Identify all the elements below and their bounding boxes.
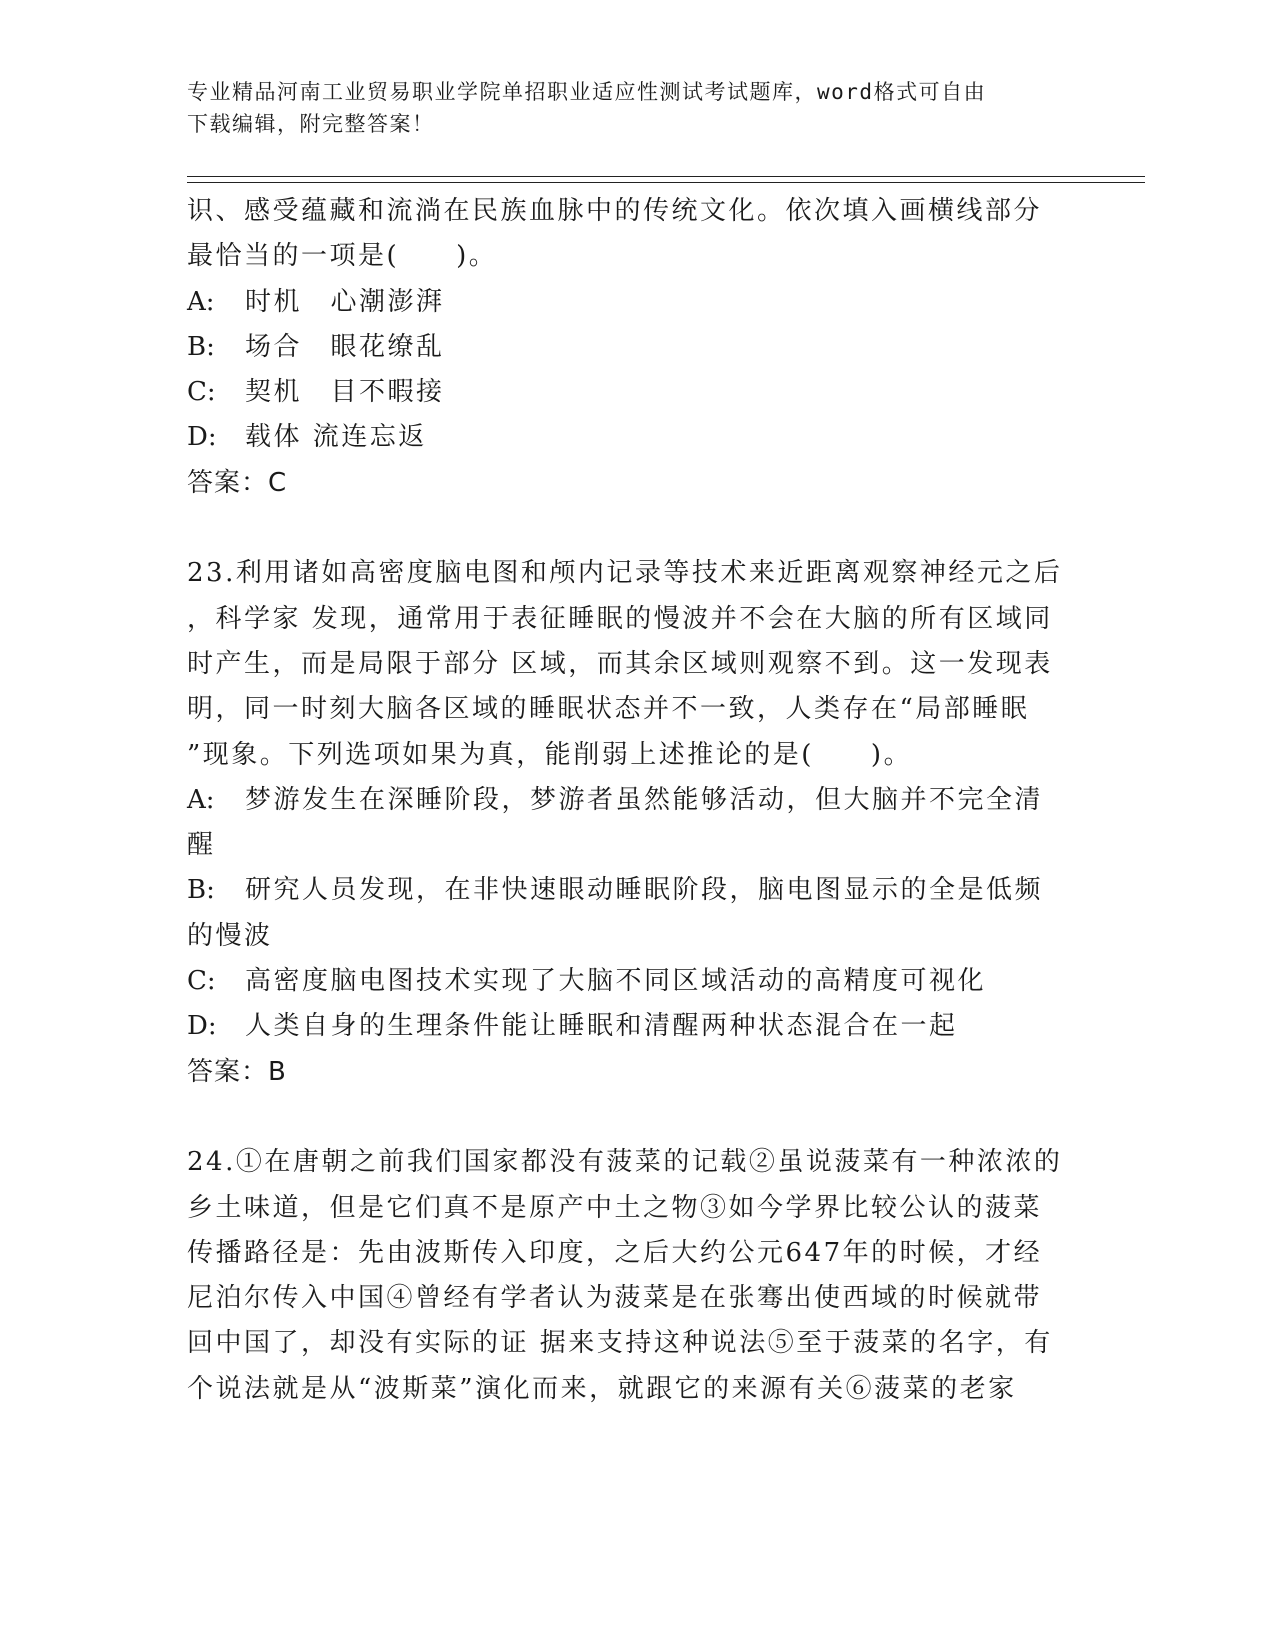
option-label: B: (187, 875, 215, 906)
question-stem-line: 24.①在唐朝之前我们国家都没有菠菜的记载②虽说菠菜有一种浓浓的 (187, 1147, 1063, 1178)
option-b (187, 868, 1067, 913)
question-stem-line: 传播路径是：先由波斯传入印度，之后大约公元647年的时候，才经 (187, 1237, 1043, 1268)
question-24 (187, 1140, 1067, 1412)
option-text: 研究人员发现，在非快速眼动睡眠阶段，脑电图显示的全是低频 (245, 875, 1044, 906)
option-label: C: (187, 377, 216, 408)
question-stem-line: ，科学家 发现，通常用于表征睡眠的慢波并不会在大脑的所有区域同 (187, 603, 1053, 634)
option-label: B: (187, 331, 215, 362)
option-a-continued: 醒 (187, 830, 216, 861)
question-stem-line: 乡土味道，但是它们真不是原产中土之物③如今学界比较公认的菠菜 (187, 1192, 1043, 1223)
option-c (187, 959, 1067, 1004)
question-stem-line: 23.利用诸如高密度脑电图和颅内记录等技术来近距离观察神经元之后 (187, 558, 1063, 589)
header-line-1: 专业精品河南工业贸易职业学院单招职业适应性测试考试题库，word格式可自由 (187, 80, 987, 104)
spacer (187, 1095, 1067, 1140)
question-stem-line: 尼泊尔传入中国④曾经有学者认为菠菜是在张骞出使西域的时候就带 (187, 1283, 1043, 1314)
document-body (187, 189, 1067, 1412)
question-stem-line: 个说法就是从“波斯菜”演化而来，就跟它的来源有关⑥菠菜的老家 (187, 1373, 1017, 1404)
question-stem-line: ”现象。下列选项如果为真，能削弱上述推论的是( )。 (187, 739, 913, 770)
question-22 (187, 189, 1067, 506)
option-label: A: (187, 784, 215, 815)
spacer (187, 506, 1067, 551)
option-text: 高密度脑电图技术实现了大脑不同区域活动的高精度可视化 (245, 966, 987, 997)
option-text: 梦游发生在深睡阶段，梦游者虽然能够活动，但大脑并不完全清 (245, 784, 1044, 815)
option-a (187, 280, 1067, 325)
option-c (187, 370, 1067, 415)
question-23 (187, 551, 1067, 1095)
option-text: 场合 眼花缭乱 (245, 331, 445, 362)
option-label: A: (187, 286, 215, 317)
question-stem-line: 回中国了，却没有实际的证 据来支持这种说法⑤至于菠菜的名字，有 (187, 1328, 1053, 1359)
question-stem-line: 时产生，而是局限于部分 区域，而其余区域则观察不到。这一发现表 (187, 648, 1053, 679)
option-label: D: (187, 1011, 217, 1042)
option-label: D: (187, 422, 217, 453)
option-text: 人类自身的生理条件能让睡眠和清醒两种状态混合在一起 (245, 1011, 958, 1042)
answer-line: 答案：C (187, 467, 288, 498)
option-b (187, 325, 1067, 370)
header-divider-top (187, 176, 1145, 177)
header-divider-bottom (187, 182, 1145, 183)
option-text: 契机 目不暇接 (245, 377, 445, 408)
option-d (187, 415, 1067, 460)
option-text: 载体 流连忘返 (245, 422, 427, 453)
page-header (187, 76, 1067, 140)
option-label: C: (187, 966, 216, 997)
answer-line: 答案：B (187, 1056, 287, 1087)
option-d (187, 1004, 1067, 1049)
question-stem-line: 最恰当的一项是( )。 (187, 241, 498, 272)
option-b-continued: 的慢波 (187, 920, 273, 951)
header-line-2: 下载编辑，附完整答案！ (187, 112, 435, 136)
question-stem-line: 识、感受蕴藏和流淌在民族血脉中的传统文化。依次填入画横线部分 (187, 196, 1043, 226)
option-text: 时机 心潮澎湃 (245, 286, 445, 317)
option-a (187, 778, 1067, 823)
question-stem-line: 明，同一时刻大脑各区域的睡眠状态并不一致，人类存在“局部睡眠 (187, 694, 1030, 725)
